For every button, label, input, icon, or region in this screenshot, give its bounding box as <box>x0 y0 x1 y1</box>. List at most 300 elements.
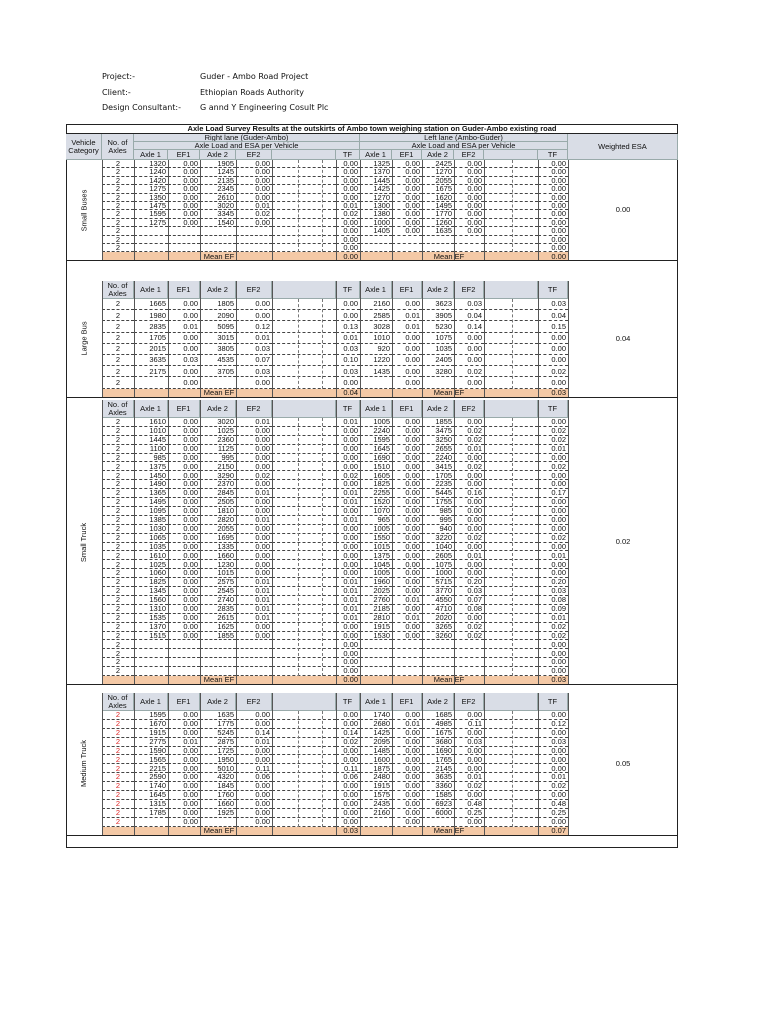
column-divider <box>272 281 273 397</box>
value-cell: 0.00 <box>336 641 360 650</box>
vehicle-category-label <box>66 693 102 835</box>
right-mean-ef-value: 0.04 <box>336 389 360 397</box>
value-cell: 0.00 <box>538 236 568 244</box>
value-cell: 0.11 <box>236 764 272 773</box>
axles-cell: 2 <box>102 596 134 605</box>
value-cell: 0.00 <box>336 552 360 561</box>
value-cell: 0.00 <box>168 800 200 809</box>
value-cell: 0.02 <box>336 471 360 480</box>
column-divider <box>102 693 103 835</box>
value-cell: 0.01 <box>336 333 360 344</box>
value-cell: 1420 <box>134 177 168 185</box>
value-cell <box>392 236 422 244</box>
value-cell: 2055 <box>200 525 236 534</box>
value-cell: 0.00 <box>336 377 360 388</box>
column-divider <box>484 160 485 260</box>
spacer-cell <box>272 185 336 193</box>
section-divider <box>66 835 678 836</box>
spacer-cell <box>272 738 336 747</box>
axles-cell: 2 <box>102 489 134 498</box>
column-header: TF <box>336 693 360 711</box>
spacer-cell <box>484 809 538 818</box>
value-cell: 1425 <box>360 729 392 738</box>
axles-cell: 2 <box>102 463 134 472</box>
value-cell <box>200 227 236 235</box>
value-cell: 0.00 <box>236 177 272 185</box>
value-cell: 0.00 <box>236 168 272 176</box>
meta-value: Ethiopian Roads Authority <box>200 88 305 97</box>
column-divider <box>298 160 299 252</box>
value-cell: 3680 <box>422 738 454 747</box>
spacer-cell <box>272 436 336 445</box>
column-divider <box>422 693 423 835</box>
axles-cell: 2 <box>102 516 134 525</box>
value-cell: 1075 <box>422 560 454 569</box>
column-header: EF1 <box>168 281 200 299</box>
column-divider <box>392 160 393 260</box>
value-cell: 0.00 <box>392 782 422 791</box>
value-cell: 3028 <box>360 321 392 332</box>
value-cell: 3475 <box>422 427 454 436</box>
column-header: Axle 2 <box>200 281 236 299</box>
value-cell: 995 <box>200 454 236 463</box>
spacer-cell <box>484 445 538 454</box>
value-cell <box>454 641 484 650</box>
spacer-cell <box>484 543 538 552</box>
value-cell: 1670 <box>134 720 168 729</box>
value-cell: 0.20 <box>454 578 484 587</box>
value-cell: 6923 <box>422 800 454 809</box>
value-cell: 0.02 <box>538 782 568 791</box>
value-cell: 0.00 <box>236 219 272 227</box>
spacer-cell <box>484 377 538 388</box>
value-cell: 0.00 <box>336 219 360 227</box>
value-cell: 1485 <box>360 747 392 756</box>
value-cell: 2505 <box>200 498 236 507</box>
value-cell: 0.01 <box>236 489 272 498</box>
value-cell: 0.00 <box>236 310 272 321</box>
spacer-cell <box>272 809 336 818</box>
value-cell: 0.02 <box>538 427 568 436</box>
value-cell: 1100 <box>134 445 168 454</box>
value-cell: 3265 <box>422 623 454 632</box>
value-cell: 1645 <box>360 445 392 454</box>
value-cell: 0.00 <box>538 543 568 552</box>
value-cell <box>236 667 272 676</box>
value-cell: 0.00 <box>236 507 272 516</box>
column-divider <box>360 693 361 835</box>
column-divider <box>168 160 169 260</box>
value-cell: 2360 <box>200 436 236 445</box>
column-header: Axle 1 <box>360 281 392 299</box>
value-cell <box>200 377 236 388</box>
value-cell: 2590 <box>134 773 168 782</box>
spacer-cell <box>272 454 336 463</box>
column-header: Axle 1 <box>360 150 392 160</box>
value-cell: 0.00 <box>168 219 200 227</box>
value-cell: 0.00 <box>538 454 568 463</box>
left-mean-ef-value: 0.07 <box>538 827 568 835</box>
spacer-cell <box>272 525 336 534</box>
axles-cell: 2 <box>102 168 134 176</box>
value-cell: 0.17 <box>538 489 568 498</box>
value-cell: 0.01 <box>336 418 360 427</box>
value-cell: 0.00 <box>236 791 272 800</box>
value-cell: 0.00 <box>236 720 272 729</box>
value-cell: 2610 <box>200 194 236 202</box>
value-cell: 0.01 <box>236 516 272 525</box>
spacer-cell <box>272 344 336 355</box>
spacer-cell <box>272 605 336 614</box>
value-cell: 0.00 <box>168 194 200 202</box>
value-cell: 0.00 <box>538 641 568 650</box>
value-cell: 0.00 <box>538 471 568 480</box>
value-cell: 1260 <box>422 219 454 227</box>
vehicle-category-name: Small Truck <box>79 522 89 562</box>
column-header-blank <box>484 281 538 299</box>
spacer-cell <box>484 321 538 332</box>
value-cell <box>454 667 484 676</box>
value-cell: 0.02 <box>538 534 568 543</box>
spacer-cell <box>484 507 538 516</box>
value-cell: 0.00 <box>168 310 200 321</box>
value-cell: 0.00 <box>168 299 200 310</box>
value-cell: 0.01 <box>236 333 272 344</box>
spacer-cell <box>272 552 336 561</box>
value-cell: 0.00 <box>392 471 422 480</box>
value-cell: 2845 <box>200 489 236 498</box>
value-cell: 2435 <box>360 800 392 809</box>
value-cell: 0.02 <box>336 210 360 218</box>
value-cell: 0.00 <box>454 194 484 202</box>
column-divider <box>134 160 135 260</box>
value-cell: 0.00 <box>538 667 568 676</box>
column-divider <box>454 693 455 835</box>
value-cell: 4710 <box>422 605 454 614</box>
spacer-cell <box>272 764 336 773</box>
value-cell: 2835 <box>134 321 168 332</box>
value-cell: 1070 <box>360 507 392 516</box>
axles-cell: 2 <box>102 445 134 454</box>
value-cell: 1635 <box>200 711 236 720</box>
value-cell <box>392 244 422 252</box>
value-cell: 0.00 <box>236 480 272 489</box>
value-cell: 0.01 <box>168 321 200 332</box>
column-header: TF <box>336 281 360 299</box>
value-cell: 0.00 <box>236 747 272 756</box>
value-cell: 0.00 <box>168 756 200 765</box>
spacer-cell <box>484 244 538 252</box>
axles-cell: 2 <box>102 333 134 344</box>
spacer-cell <box>484 463 538 472</box>
value-cell: 0.03 <box>454 587 484 596</box>
value-cell: 0.00 <box>168 168 200 176</box>
axles-cell: 2 <box>102 480 134 489</box>
column-header: Axle 1 <box>134 281 168 299</box>
axles-cell: 2 <box>102 569 134 578</box>
value-cell: 0.00 <box>168 720 200 729</box>
axles-cell: 2 <box>102 543 134 552</box>
value-cell: 0.08 <box>538 596 568 605</box>
value-cell: 0.14 <box>336 729 360 738</box>
column-divider <box>200 160 201 260</box>
value-cell: 0.00 <box>236 818 272 827</box>
weighted-esa-value: 0.02 <box>615 537 631 547</box>
value-cell: 0.00 <box>336 427 360 436</box>
value-cell: 0.00 <box>168 471 200 480</box>
value-cell <box>236 649 272 658</box>
column-divider <box>538 693 539 835</box>
spacer-cell <box>484 738 538 747</box>
value-cell <box>422 244 454 252</box>
spacer-cell <box>272 227 336 235</box>
spacer-cell <box>484 525 538 534</box>
value-cell: 0.00 <box>392 366 422 377</box>
column-header: TF <box>538 400 568 418</box>
value-cell: 0.00 <box>336 436 360 445</box>
value-cell: 0.00 <box>538 818 568 827</box>
column-divider <box>236 281 237 397</box>
value-cell: 0.00 <box>392 578 422 587</box>
value-cell: 1405 <box>360 227 392 235</box>
spacer-cell <box>272 800 336 809</box>
value-cell: 0.00 <box>168 729 200 738</box>
value-cell: 0.00 <box>454 219 484 227</box>
value-cell: 0.00 <box>336 632 360 641</box>
value-cell <box>392 641 422 650</box>
column-divider <box>134 693 135 835</box>
value-cell: 0.11 <box>454 720 484 729</box>
value-cell: 0.00 <box>336 185 360 193</box>
value-cell: 1375 <box>360 552 392 561</box>
value-cell: 0.03 <box>336 366 360 377</box>
axles-cell: 2 <box>102 534 134 543</box>
value-cell: 0.00 <box>392 418 422 427</box>
value-cell: 3415 <box>422 463 454 472</box>
axles-cell: 2 <box>102 418 134 427</box>
value-cell <box>200 818 236 827</box>
value-cell: 0.48 <box>454 800 484 809</box>
value-cell: 0.00 <box>168 552 200 561</box>
column-header-blank <box>272 693 336 711</box>
axles-cell: 2 <box>102 454 134 463</box>
value-cell: 0.00 <box>236 552 272 561</box>
spacer-cell <box>484 720 538 729</box>
spacer-cell <box>484 236 538 244</box>
value-cell: 0.00 <box>168 210 200 218</box>
value-cell: 1425 <box>360 185 392 193</box>
column-divider <box>484 693 485 835</box>
axles-cell: 2 <box>102 632 134 641</box>
value-cell: 0.00 <box>454 560 484 569</box>
column-divider <box>134 281 135 397</box>
value-cell: 0.00 <box>538 377 568 388</box>
value-cell: 1310 <box>134 605 168 614</box>
spacer-cell <box>484 764 538 773</box>
value-cell: 0.00 <box>454 454 484 463</box>
axles-cell: 2 <box>102 185 134 193</box>
value-cell: 1025 <box>134 560 168 569</box>
right-mean-ef-value: 0.00 <box>336 252 360 260</box>
value-cell <box>168 649 200 658</box>
value-cell: 1095 <box>134 507 168 516</box>
value-cell: 2345 <box>200 185 236 193</box>
column-divider <box>568 281 569 397</box>
axles-cell: 2 <box>102 436 134 445</box>
axles-cell: 2 <box>102 587 134 596</box>
axles-cell: 2 <box>102 202 134 210</box>
value-cell: 0.00 <box>392 507 422 516</box>
value-cell: 0.00 <box>392 605 422 614</box>
spacer-cell <box>272 299 336 310</box>
value-cell: 2135 <box>200 177 236 185</box>
column-header: Axle 1 <box>134 400 168 418</box>
value-cell: 0.00 <box>392 747 422 756</box>
value-cell: 0.00 <box>392 587 422 596</box>
axles-cell: 2 <box>102 782 134 791</box>
column-header: Axle 2 <box>200 150 236 160</box>
column-divider <box>298 418 299 676</box>
value-cell: 1040 <box>422 543 454 552</box>
spacer-cell <box>484 569 538 578</box>
column-divider <box>336 160 337 260</box>
column-header: TF <box>336 150 360 160</box>
value-cell: 1000 <box>422 569 454 578</box>
value-cell: 0.00 <box>392 299 422 310</box>
value-cell: 1540 <box>200 219 236 227</box>
value-cell: 3635 <box>134 355 168 366</box>
weighted-esa-value: 0.00 <box>615 205 631 215</box>
spacer-cell <box>484 498 538 507</box>
spacer-cell <box>272 236 336 244</box>
value-cell: 0.00 <box>392 160 422 168</box>
value-cell: 0.00 <box>168 596 200 605</box>
value-cell: 1875 <box>360 764 392 773</box>
value-cell: 0.00 <box>392 516 422 525</box>
column-divider <box>454 281 455 397</box>
value-cell: 3290 <box>200 471 236 480</box>
value-cell: 0.00 <box>168 507 200 516</box>
value-cell: 0.12 <box>538 720 568 729</box>
value-cell: 0.00 <box>336 800 360 809</box>
column-header: Axle 2 <box>422 400 454 418</box>
value-cell: 0.02 <box>454 782 484 791</box>
value-cell: 2605 <box>422 552 454 561</box>
spacer-cell <box>272 366 336 377</box>
value-cell: 0.00 <box>392 227 422 235</box>
value-cell: 0.00 <box>336 543 360 552</box>
value-cell: 1365 <box>134 489 168 498</box>
spacer-cell <box>272 427 336 436</box>
mean-ef-label: Mean EF <box>360 252 538 260</box>
value-cell: 3623 <box>422 299 454 310</box>
value-cell: 0.00 <box>336 818 360 827</box>
value-cell: 2240 <box>360 427 392 436</box>
spacer-cell <box>272 463 336 472</box>
column-divider <box>336 281 337 397</box>
section-divider <box>66 260 678 261</box>
spacer-cell <box>484 667 538 676</box>
value-cell: 1490 <box>134 480 168 489</box>
value-cell: 0.00 <box>168 333 200 344</box>
value-cell: 6000 <box>422 809 454 818</box>
value-cell: 0.00 <box>538 244 568 252</box>
spacer-cell <box>484 711 538 720</box>
column-divider <box>336 400 337 684</box>
value-cell: 2150 <box>200 463 236 472</box>
value-cell: 0.06 <box>236 773 272 782</box>
value-cell: 1685 <box>422 711 454 720</box>
column-divider <box>538 281 539 397</box>
value-cell: 0.01 <box>392 321 422 332</box>
value-cell: 2585 <box>360 310 392 321</box>
axles-cell: 2 <box>102 720 134 729</box>
value-cell: 5445 <box>422 489 454 498</box>
value-cell: 0.00 <box>392 756 422 765</box>
spacer-cell <box>272 471 336 480</box>
value-cell: 3250 <box>422 436 454 445</box>
value-cell: 0.00 <box>236 809 272 818</box>
value-cell: 1980 <box>134 310 168 321</box>
value-cell: 4985 <box>422 720 454 729</box>
value-cell <box>168 244 200 252</box>
vehicle-category-name: Medium Truck <box>79 740 89 788</box>
spacer-cell <box>484 658 538 667</box>
value-cell: 2055 <box>422 177 454 185</box>
column-divider <box>236 160 237 260</box>
axles-cell: 2 <box>102 791 134 800</box>
value-cell: 0.00 <box>168 418 200 427</box>
value-cell: 0.00 <box>236 756 272 765</box>
column-divider <box>322 299 323 389</box>
column-divider <box>538 400 539 684</box>
value-cell: 0.00 <box>392 818 422 827</box>
value-cell: 1610 <box>134 418 168 427</box>
spacer-cell <box>484 310 538 321</box>
value-cell: 1915 <box>360 623 392 632</box>
value-cell: 1510 <box>360 463 392 472</box>
value-cell: 0.00 <box>392 210 422 218</box>
value-cell: 0.00 <box>454 177 484 185</box>
axles-cell: 2 <box>102 756 134 765</box>
value-cell: 2160 <box>360 809 392 818</box>
column-divider <box>272 693 273 835</box>
value-cell <box>168 236 200 244</box>
no-of-axles-header: No. of Axles <box>102 281 134 299</box>
value-cell: 0.00 <box>336 227 360 235</box>
value-cell: 0.00 <box>392 738 422 747</box>
value-cell <box>200 236 236 244</box>
axles-cell: 2 <box>102 236 134 244</box>
value-cell: 0.01 <box>454 773 484 782</box>
value-cell: 0.25 <box>454 809 484 818</box>
value-cell: 0.00 <box>236 534 272 543</box>
value-cell: 1805 <box>200 299 236 310</box>
value-cell: 1620 <box>422 194 454 202</box>
value-cell: 0.00 <box>454 756 484 765</box>
value-cell: 3705 <box>200 366 236 377</box>
value-cell: 0.00 <box>236 525 272 534</box>
mean-ef-label: Mean EF <box>102 252 336 260</box>
spacer-cell <box>484 623 538 632</box>
value-cell: 0.01 <box>336 596 360 605</box>
value-cell: 1825 <box>360 480 392 489</box>
value-cell: 985 <box>422 507 454 516</box>
meta-label: Project:- <box>102 72 135 81</box>
value-cell <box>168 641 200 650</box>
value-cell: 0.00 <box>538 185 568 193</box>
spacer-cell <box>484 344 538 355</box>
